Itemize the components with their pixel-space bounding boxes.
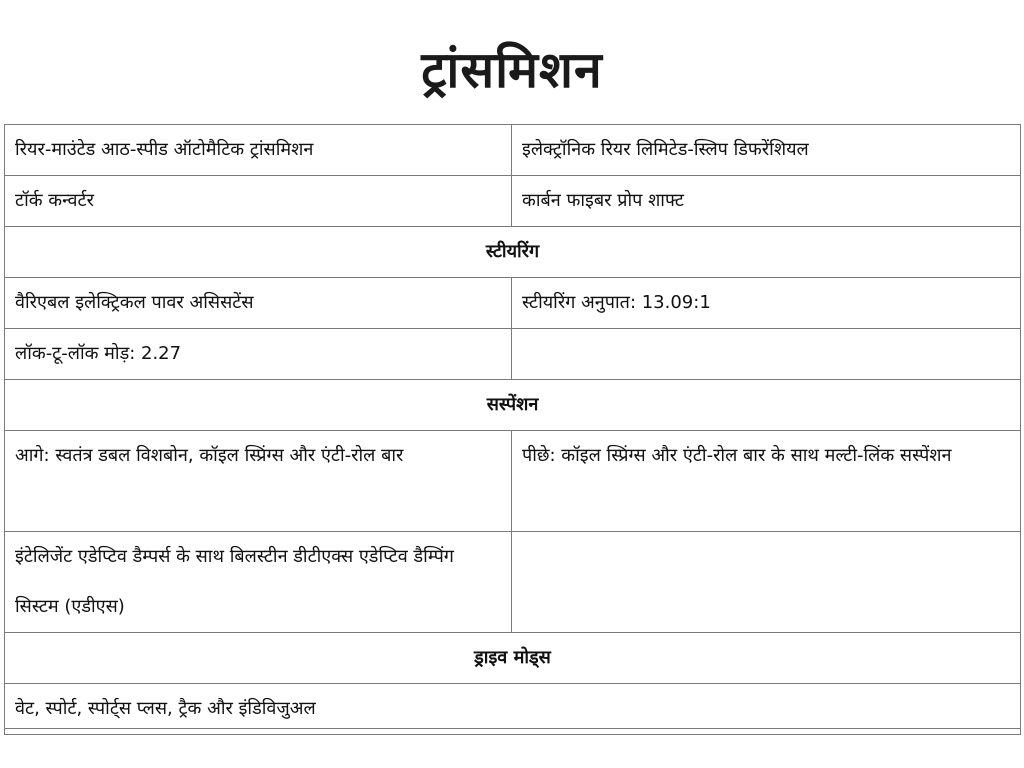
table-row — [5, 684, 1021, 735]
table-row — [5, 176, 1021, 227]
table-cell: इलेक्ट्रॉनिक रियर लिमिटेड-स्लिप डिफरेंशियल — [512, 125, 1021, 176]
table-cell: स्टीयरिंग अनुपात: 13.09:1 — [512, 278, 1021, 329]
table-cell: कार्बन फाइबर प्रोप शाफ्ट — [512, 176, 1021, 227]
table-cell: लॉक-टू-लॉक मोड़: 2.27 — [5, 329, 512, 380]
table-bottom-divider — [4, 728, 1020, 729]
table-cell: रियर-माउंटेड आठ-स्पीड ऑटोमैटिक ट्रांसमिशन — [5, 125, 512, 176]
section-heading-row — [5, 633, 1021, 684]
section-heading-steering: स्टीयरिंग — [5, 227, 1021, 278]
table-cell: वेट, स्पोर्ट, स्पोर्ट्स प्लस, ट्रैक और इंडिविजुअल — [5, 684, 1021, 735]
table-cell: पीछे: कॉइल स्प्रिंग्स और एंटी-रोल बार के साथ मल्टी-लिंक सस्पेंशन — [512, 431, 1021, 532]
page-title: ट्रांसमिशन — [421, 41, 603, 99]
section-heading-row — [5, 227, 1021, 278]
spec-table — [4, 124, 1021, 735]
table-cell: आगे: स्वतंत्र डबल विशबोन, कॉइल स्प्रिंग्स और एंटी-रोल बार — [5, 431, 512, 532]
section-heading-drive-modes: ड्राइव मोड्स — [5, 633, 1021, 684]
table-cell: इंटेलिजेंट एडेप्टिव डैम्पर्स के साथ बिलस्टीन डीटीएक्स एडेप्टिव डैम्पिंग सिस्टम (एडीएस) — [5, 532, 512, 633]
empty-cell — [512, 329, 1021, 380]
table-row — [5, 125, 1021, 176]
table-row — [5, 278, 1021, 329]
table-row — [5, 532, 1021, 633]
table-cell: वैरिएबल इलेक्ट्रिकल पावर असिसटेंस — [5, 278, 512, 329]
section-heading-suspension: सस्पेंशन — [5, 380, 1021, 431]
table-row — [5, 431, 1021, 532]
empty-cell — [512, 532, 1021, 633]
table-row — [5, 329, 1021, 380]
section-heading-row — [5, 380, 1021, 431]
table-cell: टॉर्क कन्वर्टर — [5, 176, 512, 227]
